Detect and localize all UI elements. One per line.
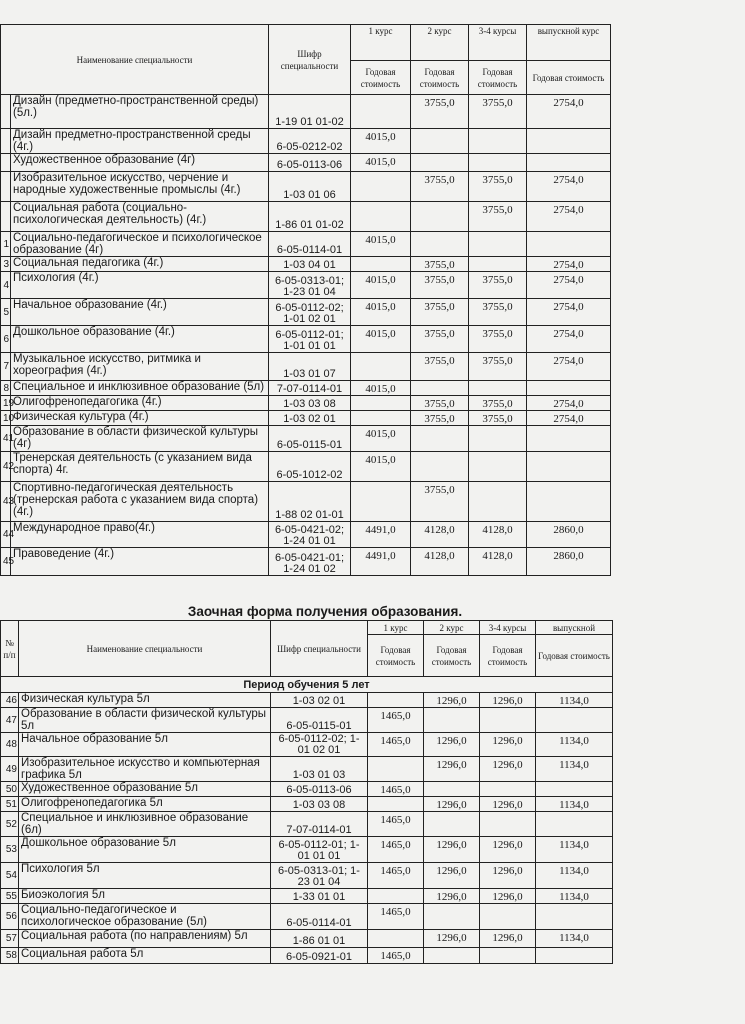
cost-graduate-course: 2754,0 xyxy=(527,257,611,272)
specialty-code: 6-05-0112-01; 1-01 01 01 xyxy=(269,326,351,353)
cost-course-1: 4015,0 xyxy=(351,381,411,396)
table-row xyxy=(1,693,613,708)
specialty-name: Олигофренопедагогика 5л xyxy=(19,797,271,812)
cost-course-1: 4491,0 xyxy=(351,522,411,548)
cost-graduate-course: 1134,0 xyxy=(536,693,613,708)
cost-course-3-4: 3755,0 xyxy=(469,202,527,232)
specialty-code: 6-05-0115-01 xyxy=(271,708,368,733)
cost-graduate-course: 2860,0 xyxy=(527,522,611,548)
cost-course-3-4: 3755,0 xyxy=(469,396,527,411)
row-number xyxy=(1,172,11,202)
cost-course-3-4 xyxy=(469,129,527,154)
cost-course-3-4 xyxy=(469,482,527,522)
cost-course-2 xyxy=(424,904,480,930)
table-row xyxy=(1,396,611,411)
cost-course-2: 3755,0 xyxy=(411,257,469,272)
cost-course-3-4 xyxy=(480,782,536,797)
row-number xyxy=(1,129,11,154)
cost-graduate-course: 2754,0 xyxy=(527,353,611,381)
cost-graduate-course: 2754,0 xyxy=(527,396,611,411)
cost-course-2: 3755,0 xyxy=(411,353,469,381)
specialty-code: 6-05-0421-01; 1-24 01 02 xyxy=(269,548,351,576)
row-number: 41 xyxy=(1,426,11,452)
table-row xyxy=(1,797,613,812)
row-number: 57 xyxy=(1,930,19,948)
specialty-code: 6-05-0112-02; 1-01 02 01 xyxy=(269,299,351,326)
table-row xyxy=(1,708,613,733)
specialty-name: Правоведение (4г.) xyxy=(11,548,269,576)
row-number: 53 xyxy=(1,837,19,863)
header-course-3-4: 3-4 курсы xyxy=(480,621,536,635)
cost-course-3-4: 3755,0 xyxy=(469,411,527,426)
cost-course-1 xyxy=(368,757,424,782)
row-number: 46 xyxy=(1,693,19,708)
cost-course-3-4: 1296,0 xyxy=(480,837,536,863)
specialty-name: Музыкальное искусство, ритмика и хореография (4г.) xyxy=(11,353,269,381)
cost-graduate-course xyxy=(527,381,611,396)
table-row xyxy=(1,299,611,326)
table-row xyxy=(1,257,611,272)
row-number: 45 xyxy=(1,548,11,576)
specialty-name: Социальная работа (по направлениям) 5л xyxy=(19,930,271,948)
cost-course-2: 3755,0 xyxy=(411,299,469,326)
row-number: 51 xyxy=(1,797,19,812)
row-number: 47 xyxy=(1,708,19,733)
specialty-code: 1-03 02 01 xyxy=(269,411,351,426)
cost-course-2 xyxy=(424,782,480,797)
cost-course-1 xyxy=(368,889,424,904)
table-row xyxy=(1,782,613,797)
full-time-tuition-table xyxy=(0,24,611,576)
specialty-name: Дизайн (предметно-пространственной среды) (5л.) xyxy=(11,95,269,129)
specialty-code: 1-03 01 06 xyxy=(269,172,351,202)
cost-course-2: 1296,0 xyxy=(424,757,480,782)
cost-course-1 xyxy=(368,930,424,948)
specialty-name: Дизайн предметно-пространственной среды (4г.) xyxy=(11,129,269,154)
specialty-code: 1-03 01 07 xyxy=(269,353,351,381)
header-specialty-name: Наименование специальности xyxy=(1,25,269,95)
specialty-name: Социально-педагогическое и психологическое образование (5л) xyxy=(19,904,271,930)
table-row xyxy=(1,353,611,381)
table-row xyxy=(1,452,611,482)
cost-course-1: 1465,0 xyxy=(368,863,424,889)
cost-course-2: 3755,0 xyxy=(411,272,469,299)
specialty-code: 1-19 01 01-02 xyxy=(269,95,351,129)
specialty-code: 1-03 02 01 xyxy=(271,693,368,708)
cost-graduate-course xyxy=(527,129,611,154)
cost-graduate-course: 1134,0 xyxy=(536,837,613,863)
header-annual-cost: Годовая стоимость xyxy=(527,61,611,95)
header-annual-cost: Годовая стоимость xyxy=(424,635,480,677)
specialty-code: 6-05-0114-01 xyxy=(271,904,368,930)
cost-graduate-course xyxy=(527,426,611,452)
cost-course-1: 4015,0 xyxy=(351,326,411,353)
specialty-code: 6-05-0313-01; 1-23 01 04 xyxy=(271,863,368,889)
cost-course-1 xyxy=(368,797,424,812)
table-row xyxy=(1,948,613,964)
row-number: 52 xyxy=(1,812,19,837)
study-period-label: Период обучения 5 лет xyxy=(1,677,613,693)
cost-graduate-course xyxy=(527,232,611,257)
cost-course-1 xyxy=(351,172,411,202)
cost-course-1 xyxy=(351,353,411,381)
cost-course-2: 1296,0 xyxy=(424,889,480,904)
cost-course-2: 3755,0 xyxy=(411,396,469,411)
cost-course-3-4: 1296,0 xyxy=(480,693,536,708)
header-annual-cost: Годовая стоимость xyxy=(351,61,411,95)
specialty-code: 6-05-0113-06 xyxy=(271,782,368,797)
row-number: 44 xyxy=(1,522,11,548)
table-row xyxy=(1,930,613,948)
cost-graduate-course xyxy=(536,708,613,733)
specialty-code: 7-07-0114-01 xyxy=(271,812,368,837)
specialty-name: Изобразительное искусство, черчение и народные художественные промыслы (4г.) xyxy=(11,172,269,202)
specialty-name: Тренерская деятельность (с указанием вида спорта) 4г. xyxy=(11,452,269,482)
cost-course-3-4: 4128,0 xyxy=(469,522,527,548)
cost-course-2 xyxy=(411,232,469,257)
specialty-name: Олигофренопедагогика (4г.) xyxy=(11,396,269,411)
specialty-code: 7-07-0114-01 xyxy=(269,381,351,396)
cost-course-1: 4015,0 xyxy=(351,452,411,482)
specialty-code: 1-03 03 08 xyxy=(271,797,368,812)
row-number: 6 xyxy=(1,326,11,353)
specialty-code: 1-03 03 08 xyxy=(269,396,351,411)
cost-course-2: 3755,0 xyxy=(411,482,469,522)
cost-course-1: 1465,0 xyxy=(368,708,424,733)
cost-course-3-4: 4128,0 xyxy=(469,548,527,576)
table-row xyxy=(1,904,613,930)
cost-course-2: 3755,0 xyxy=(411,326,469,353)
header-specialty-name: Наименование специальности xyxy=(19,621,271,677)
specialty-name: Изобразительное искусство и компьютерная графика 5л xyxy=(19,757,271,782)
specialty-code: 1-03 04 01 xyxy=(269,257,351,272)
cost-graduate-course: 2754,0 xyxy=(527,299,611,326)
cost-graduate-course: 1134,0 xyxy=(536,863,613,889)
specialty-name: Международное право(4г.) xyxy=(11,522,269,548)
header-graduate-course: выпускной курс xyxy=(527,25,611,61)
row-number: 7 xyxy=(1,353,11,381)
specialty-name: Специальное и инклюзивное образование (5л) xyxy=(11,381,269,396)
cost-course-2 xyxy=(424,812,480,837)
cost-course-3-4: 1296,0 xyxy=(480,733,536,757)
cost-graduate-course: 1134,0 xyxy=(536,930,613,948)
specialty-name: Начальное образование (4г.) xyxy=(11,299,269,326)
cost-graduate-course xyxy=(536,948,613,964)
specialty-name: Специальное и инклюзивное образование (6л) xyxy=(19,812,271,837)
cost-course-1 xyxy=(351,482,411,522)
cost-course-1: 1465,0 xyxy=(368,812,424,837)
cost-course-1: 4015,0 xyxy=(351,129,411,154)
row-number xyxy=(1,202,11,232)
specialty-name: Социальная работа (социально-психологическая деятельность) (4г.) xyxy=(11,202,269,232)
cost-course-3-4: 3755,0 xyxy=(469,95,527,129)
cost-course-3-4 xyxy=(469,232,527,257)
row-number: 49 xyxy=(1,757,19,782)
table-row xyxy=(1,154,611,172)
cost-graduate-course xyxy=(527,154,611,172)
cost-course-3-4 xyxy=(469,381,527,396)
specialty-name: Социальная работа 5л xyxy=(19,948,271,964)
specialty-name: Социально-педагогическое и психологическое образование (4г) xyxy=(11,232,269,257)
cost-graduate-course: 2754,0 xyxy=(527,411,611,426)
cost-course-3-4: 3755,0 xyxy=(469,353,527,381)
specialty-code: 6-05-0212-02 xyxy=(269,129,351,154)
cost-course-1: 1465,0 xyxy=(368,733,424,757)
specialty-name: Биоэкология 5л xyxy=(19,889,271,904)
specialty-code: 6-05-1012-02 xyxy=(269,452,351,482)
cost-course-3-4: 1296,0 xyxy=(480,863,536,889)
row-number xyxy=(1,154,11,172)
cost-course-3-4 xyxy=(469,257,527,272)
cost-graduate-course: 2860,0 xyxy=(527,548,611,576)
table-row xyxy=(1,889,613,904)
row-number: 3 xyxy=(1,257,11,272)
cost-course-1: 1465,0 xyxy=(368,837,424,863)
cost-course-2: 1296,0 xyxy=(424,837,480,863)
specialty-name: Спортивно-педагогическая деятельность (тренерская работа с указанием вида спорта) (4г.) xyxy=(11,482,269,522)
row-number: 1 xyxy=(1,232,11,257)
header-annual-cost: Годовая стоимость xyxy=(480,635,536,677)
table-row xyxy=(1,129,611,154)
cost-course-1: 4015,0 xyxy=(351,426,411,452)
cost-course-2: 4128,0 xyxy=(411,548,469,576)
row-number xyxy=(1,95,11,129)
specialty-name: Социальная педагогика (4г.) xyxy=(11,257,269,272)
cost-graduate-course: 2754,0 xyxy=(527,172,611,202)
cost-course-3-4 xyxy=(480,812,536,837)
table-row xyxy=(1,522,611,548)
cost-course-3-4: 1296,0 xyxy=(480,889,536,904)
cost-graduate-course xyxy=(536,812,613,837)
header-annual-cost: Годовая стоимость xyxy=(469,61,527,95)
header-course-1: 1 курс xyxy=(351,25,411,61)
table-row xyxy=(1,837,613,863)
cost-course-1 xyxy=(351,257,411,272)
specialty-name: Психология 5л xyxy=(19,863,271,889)
header-annual-cost: Годовая стоимость xyxy=(536,635,613,677)
row-number: 10 xyxy=(1,411,11,426)
cost-graduate-course: 1134,0 xyxy=(536,757,613,782)
cost-course-2 xyxy=(411,129,469,154)
cost-course-2: 1296,0 xyxy=(424,733,480,757)
table-row xyxy=(1,757,613,782)
specialty-name: Образование в области физической культуры 5л xyxy=(19,708,271,733)
specialty-name: Дошкольное образование 5л xyxy=(19,837,271,863)
specialty-name: Художественное образование 5л xyxy=(19,782,271,797)
specialty-code: 6-05-0112-02; 1-01 02 01 xyxy=(271,733,368,757)
cost-course-3-4: 3755,0 xyxy=(469,172,527,202)
cost-course-2 xyxy=(411,426,469,452)
cost-course-1: 4015,0 xyxy=(351,232,411,257)
cost-graduate-course: 2754,0 xyxy=(527,326,611,353)
cost-graduate-course: 2754,0 xyxy=(527,202,611,232)
cost-graduate-course xyxy=(536,904,613,930)
specialty-name: Художественное образование (4г) xyxy=(11,154,269,172)
cost-course-2 xyxy=(424,708,480,733)
cost-graduate-course: 1134,0 xyxy=(536,889,613,904)
part-time-tuition-table xyxy=(0,620,613,964)
header-annual-cost: Годовая стоимость xyxy=(411,61,469,95)
row-number: 48 xyxy=(1,733,19,757)
cost-course-1: 1465,0 xyxy=(368,904,424,930)
cost-course-2 xyxy=(411,381,469,396)
specialty-code: 1-88 02 01-01 xyxy=(269,482,351,522)
specialty-name: Физическая культура (4г.) xyxy=(11,411,269,426)
cost-graduate-course: 2754,0 xyxy=(527,272,611,299)
row-number: 54 xyxy=(1,863,19,889)
cost-course-2 xyxy=(411,452,469,482)
cost-course-3-4 xyxy=(480,708,536,733)
cost-course-1 xyxy=(351,202,411,232)
table-row xyxy=(1,733,613,757)
cost-graduate-course: 1134,0 xyxy=(536,797,613,812)
cost-course-2 xyxy=(411,202,469,232)
specialty-name: Психология (4г.) xyxy=(11,272,269,299)
header-specialty-code: Шифр специальности xyxy=(271,621,368,677)
cost-course-2: 3755,0 xyxy=(411,172,469,202)
specialty-code: 6-05-0115-01 xyxy=(269,426,351,452)
cost-course-3-4: 1296,0 xyxy=(480,797,536,812)
cost-course-1 xyxy=(351,411,411,426)
cost-graduate-course xyxy=(527,452,611,482)
cost-course-3-4 xyxy=(480,904,536,930)
row-number: 55 xyxy=(1,889,19,904)
specialty-code: 1-86 01 01-02 xyxy=(269,202,351,232)
table-row xyxy=(1,812,613,837)
header-course-2: 2 курс xyxy=(424,621,480,635)
cost-course-3-4 xyxy=(469,154,527,172)
specialty-code: 1-86 01 01 xyxy=(271,930,368,948)
cost-course-1: 4015,0 xyxy=(351,272,411,299)
table-row xyxy=(1,272,611,299)
table-row xyxy=(1,548,611,576)
cost-course-3-4 xyxy=(469,426,527,452)
row-number: 50 xyxy=(1,782,19,797)
cost-course-2: 1296,0 xyxy=(424,797,480,812)
cost-graduate-course: 1134,0 xyxy=(536,733,613,757)
row-number: 4 xyxy=(1,272,11,299)
row-number: 19 xyxy=(1,396,11,411)
specialty-code: 1-03 01 03 xyxy=(271,757,368,782)
specialty-code: 6-05-0113-06 xyxy=(269,154,351,172)
header-row-number: № п/п xyxy=(1,621,19,677)
specialty-code: 6-05-0112-01; 1-01 01 01 xyxy=(271,837,368,863)
cost-course-1: 4015,0 xyxy=(351,154,411,172)
cost-course-3-4: 1296,0 xyxy=(480,757,536,782)
cost-course-2: 3755,0 xyxy=(411,95,469,129)
header-course-2: 2 курс xyxy=(411,25,469,61)
cost-course-1 xyxy=(351,95,411,129)
cost-course-1: 1465,0 xyxy=(368,948,424,964)
header-specialty-code: Шифр специальности xyxy=(269,25,351,95)
cost-course-2: 1296,0 xyxy=(424,863,480,889)
specialty-code: 6-05-0313-01; 1-23 01 04 xyxy=(269,272,351,299)
cost-course-3-4 xyxy=(480,948,536,964)
row-number: 8 xyxy=(1,381,11,396)
cost-course-3-4: 3755,0 xyxy=(469,326,527,353)
cost-course-2: 3755,0 xyxy=(411,411,469,426)
header-course-1: 1 курс xyxy=(368,621,424,635)
header-annual-cost: Годовая стоимость xyxy=(368,635,424,677)
table-row xyxy=(1,482,611,522)
specialty-name: Физическая культура 5л xyxy=(19,693,271,708)
cost-graduate-course xyxy=(527,482,611,522)
cost-course-2: 1296,0 xyxy=(424,693,480,708)
cost-course-3-4: 3755,0 xyxy=(469,299,527,326)
cost-graduate-course: 2754,0 xyxy=(527,95,611,129)
specialty-code: 6-05-0921-01 xyxy=(271,948,368,964)
cost-course-3-4 xyxy=(469,452,527,482)
row-number: 56 xyxy=(1,904,19,930)
cost-course-3-4: 3755,0 xyxy=(469,272,527,299)
cost-course-1: 1465,0 xyxy=(368,782,424,797)
table-row xyxy=(1,172,611,202)
cost-course-2: 4128,0 xyxy=(411,522,469,548)
cost-course-3-4: 1296,0 xyxy=(480,930,536,948)
cost-course-1 xyxy=(351,396,411,411)
cost-course-1 xyxy=(368,693,424,708)
cost-course-1: 4491,0 xyxy=(351,548,411,576)
cost-course-1: 4015,0 xyxy=(351,299,411,326)
cost-course-2: 1296,0 xyxy=(424,930,480,948)
table-row xyxy=(1,411,611,426)
row-number: 5 xyxy=(1,299,11,326)
specialty-code: 6-05-0114-01 xyxy=(269,232,351,257)
specialty-code: 6-05-0421-02; 1-24 01 01 xyxy=(269,522,351,548)
specialty-name: Дошкольное образование (4г.) xyxy=(11,326,269,353)
part-time-section-title: Заочная форма получения образования. xyxy=(187,604,463,619)
table-row xyxy=(1,381,611,396)
cost-course-2 xyxy=(411,154,469,172)
table-row xyxy=(1,326,611,353)
cost-graduate-course xyxy=(536,782,613,797)
specialty-name: Образование в области физической культуры (4г) xyxy=(11,426,269,452)
row-number: 43 xyxy=(1,482,11,522)
row-number: 42 xyxy=(1,452,11,482)
row-number: 58 xyxy=(1,948,19,964)
table-row xyxy=(1,232,611,257)
cost-course-2 xyxy=(424,948,480,964)
specialty-code: 1-33 01 01 xyxy=(271,889,368,904)
specialty-name: Начальное образование 5л xyxy=(19,733,271,757)
table-row xyxy=(1,95,611,129)
header-course-3-4: 3-4 курсы xyxy=(469,25,527,61)
table-row xyxy=(1,863,613,889)
table-row xyxy=(1,426,611,452)
table-row xyxy=(1,202,611,232)
header-graduate-course: выпускной xyxy=(536,621,613,635)
